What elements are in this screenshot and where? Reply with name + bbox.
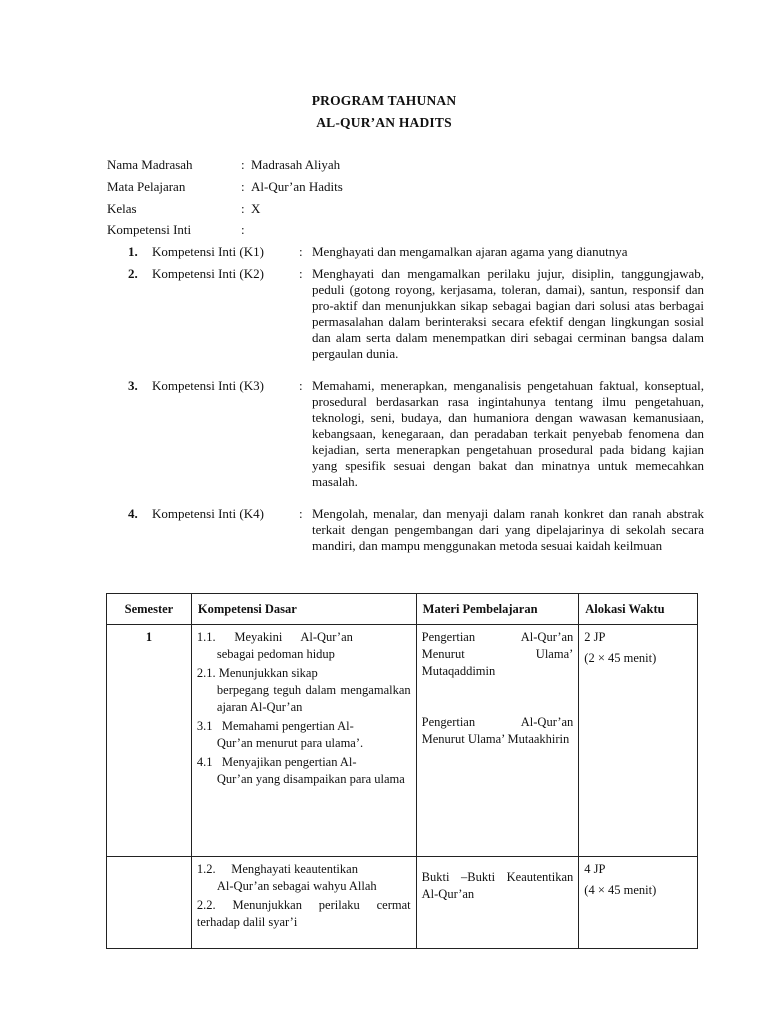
ki-separator: : — [299, 378, 303, 393]
info-label: Mata Pelajaran — [107, 179, 186, 194]
materi-item: Pengertian Al-Qur’an Menurut Ulama’ Mutaqaddimin — [421, 630, 574, 678]
kd-item-first: 1.1. Meyakini Al-Qur’an — [196, 630, 353, 644]
ki-separator: : — [299, 506, 303, 521]
semester-cell: 1 — [107, 625, 192, 857]
kd-item-first: 3.1 Memahami pengertian Al- — [196, 719, 354, 733]
kd-item-rest: Qur’an yang disampaikan para ulama — [216, 772, 405, 786]
ki-number: 1. — [128, 244, 138, 259]
info-label: Kelas — [107, 201, 137, 216]
info-value: Madrasah Aliyah — [251, 157, 341, 172]
ki-separator: : — [299, 244, 303, 259]
kd-item-rest: sebagai pedoman hidup — [216, 647, 335, 661]
kd-item-rest: Al-Qur’an sebagai wahyu Allah — [216, 879, 377, 893]
materi-cell — [416, 625, 579, 857]
alokasi-cell — [579, 857, 698, 949]
table-header-row — [107, 594, 698, 625]
semester-cell — [107, 857, 192, 949]
ki-description: Menghayati dan mengamalkan ajaran agama yang dianutnya — [312, 244, 628, 259]
table-row — [107, 857, 698, 949]
alokasi-jp: 2 JP — [584, 630, 606, 644]
ki-number: 3. — [128, 378, 138, 393]
info-separator: : — [241, 179, 245, 194]
header-semester: Semester — [107, 594, 192, 625]
info-value: X — [251, 201, 261, 216]
header-materi: Materi Pembelajaran — [416, 594, 579, 625]
alokasi-jp: 4 JP — [584, 862, 606, 876]
ki-number: 4. — [128, 506, 138, 521]
ki-separator: : — [299, 266, 303, 281]
kd-item — [197, 665, 411, 716]
ki-label: Kompetensi Inti (K3) — [152, 378, 264, 393]
info-label: Kompetensi Inti — [107, 222, 192, 237]
ki-number: 2. — [128, 266, 138, 281]
kd-item — [197, 718, 411, 752]
ki-label: Kompetensi Inti (K4) — [152, 506, 264, 521]
kd-item — [197, 629, 411, 663]
document-title: PROGRAM TAHUNAN — [311, 93, 457, 108]
kd-item-rest: Qur’an menurut para ulama’. — [216, 736, 364, 750]
info-label: Nama Madrasah — [107, 157, 193, 172]
ki-label: Kompetensi Inti (K1) — [152, 244, 264, 259]
header-alokasi: Alokasi Waktu — [579, 594, 698, 625]
ki-label: Kompetensi Inti (K2) — [152, 266, 264, 281]
info-separator: : — [241, 222, 245, 237]
program-table — [106, 593, 698, 949]
ki-description: Menghayati dan mengamalkan perilaku jujur, disiplin, tanggungjawab, peduli (gotong royong, kerjasama, toleran, damai), santun, responsif dan pro-aktif dan menunjukkan sikap sebagai bagian dari solusi atas berbagai permasalahan dalam berinteraksi secara efektif dengan lingkungan sosial dan alam serta dalam menempatkan diri sebagai cerminan bangsa dalam pergaulan dunia. — [312, 266, 704, 361]
ki-description: Memahami, menerapkan, menganalisis pengetahuan faktual, konseptual, prosedural berdasarkan rasa ingintahunya tentang ilmu pengetahuan, teknologi, seni, budaya, dan humaniora dengan wawasan kemanusiaan, kebangsaan, kenegaraan, dan peradaban terkait penyebab fenomena dan kejadian, serta menerapkan pengetahuan prosedural pada bidang kajian yang spesifik sesuai dengan bakat dan minatnya untuk memecahkan masalah. — [312, 378, 704, 489]
info-value: Al-Qur’an Hadits — [251, 179, 343, 194]
ki-description: Mengolah, menalar, dan menyaji dalam ranah konkret dan ranah abstrak terkait dengan pengembangan dari yang dipelajarinya di sekolah secara mandiri, dan mampu menggunakan metoda sesuai kaidah keilmuan — [312, 506, 704, 553]
document-subtitle: AL-QUR’AN HADITS — [316, 115, 452, 130]
info-separator: : — [241, 201, 245, 216]
kd-item — [197, 861, 411, 895]
alokasi-menit: (4 × 45 menit) — [584, 883, 657, 897]
kd-item — [197, 754, 411, 788]
kd-item-rest: berpegang teguh dalam mengamalkan ajaran Al-Qur’an — [216, 683, 411, 714]
kompetensi-dasar-cell — [191, 857, 416, 949]
kd-item — [197, 897, 411, 931]
kd-item-first: 1.2. Menghayati keautentikan — [196, 862, 358, 876]
kompetensi-dasar-cell — [191, 625, 416, 857]
table-row — [107, 625, 698, 857]
header-kompetensi-dasar: Kompetensi Dasar — [191, 594, 416, 625]
info-separator: : — [241, 157, 245, 172]
kd-item-first: 2.2. Menunjukkan perilaku cermat terhadap dalil syar’i — [196, 898, 411, 929]
alokasi-cell — [579, 625, 698, 857]
alokasi-menit: (2 × 45 menit) — [584, 651, 657, 665]
materi-item: Bukti –Bukti Keautentikan Al-Qur’an — [421, 870, 574, 901]
kd-item-first: 4.1 Menyajikan pengertian Al- — [196, 755, 357, 769]
kd-item-first: 2.1. Menunjukkan sikap — [196, 666, 318, 680]
materi-item: Pengertian Al-Qur’an Menurut Ulama’ Mutaakhirin — [421, 715, 574, 746]
materi-cell — [416, 857, 579, 949]
